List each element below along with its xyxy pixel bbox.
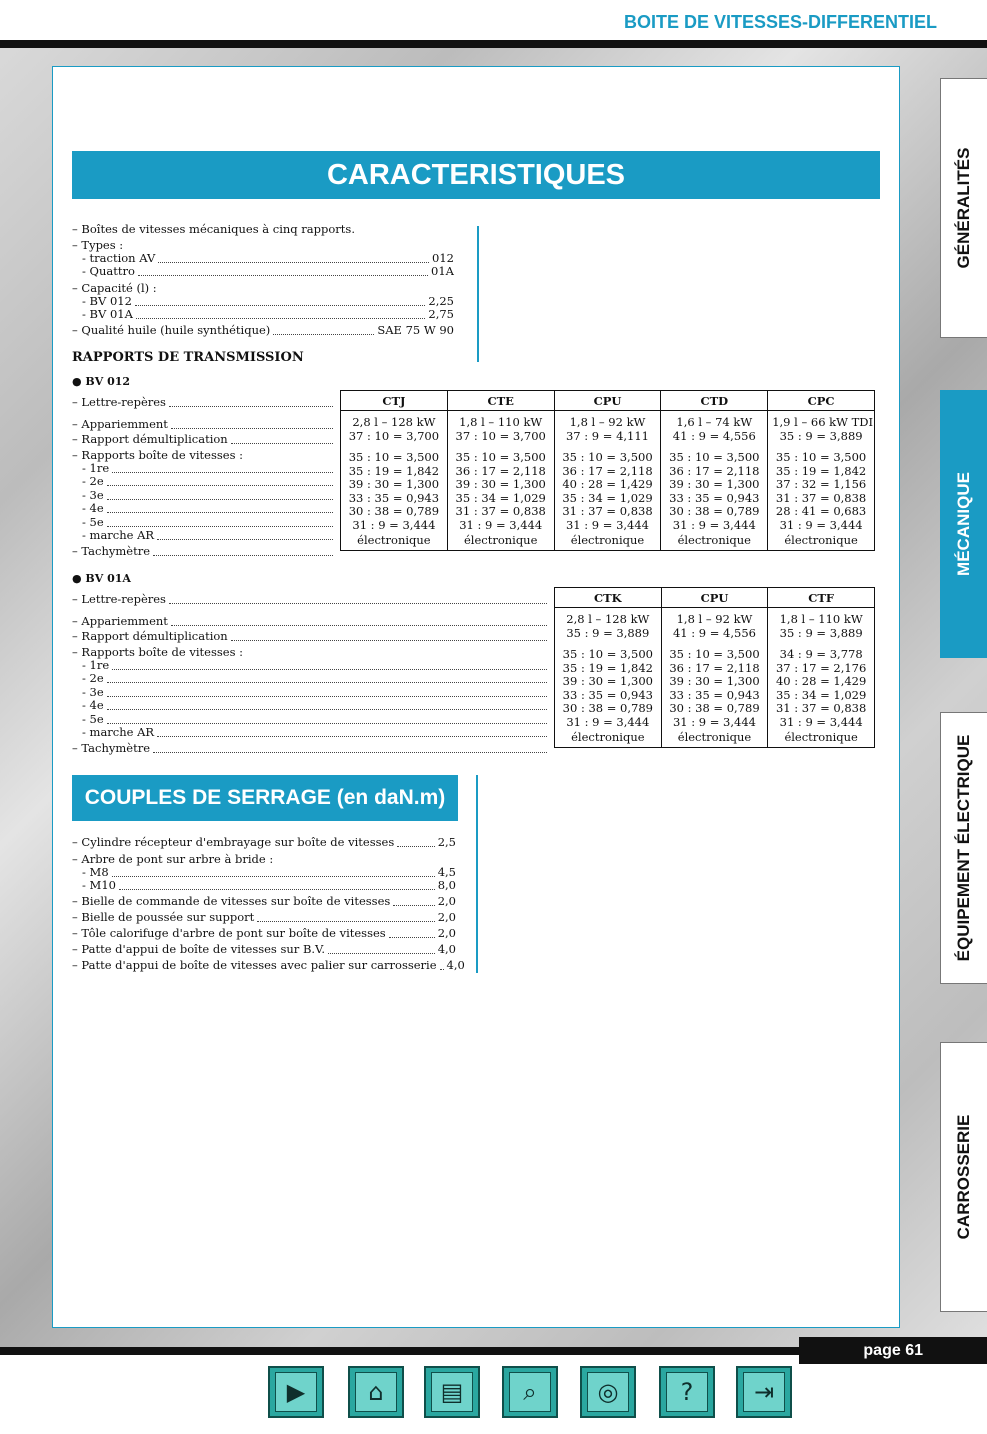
col-header: CTK	[555, 588, 662, 608]
torque-row: – Arbre de pont sur arbre à bride :	[72, 852, 274, 866]
cell: 39 : 30 = 1,300	[447, 478, 554, 492]
torque-row: – Cylindre récepteur d'embrayage sur boîte de vitesses 2,5	[72, 835, 456, 849]
cell: 39 : 30 = 1,300	[341, 478, 448, 492]
cell: électronique	[768, 729, 875, 747]
label-row: – Appariemment	[72, 615, 550, 629]
cell: électronique	[555, 729, 662, 747]
cell: 35 : 10 = 3,500	[768, 451, 875, 465]
cell: 31 : 9 = 3,444	[768, 519, 875, 533]
cell: 35 : 10 = 3,500	[661, 648, 768, 662]
label-row: - 4e	[82, 502, 336, 516]
cell: 35 : 19 = 1,842	[555, 662, 662, 676]
cell: 30 : 38 = 0,789	[555, 702, 662, 716]
bv012-title: ● BV 012	[72, 375, 131, 388]
label-row: – Lettre-repères	[72, 593, 550, 607]
col-header: CTD	[661, 391, 768, 411]
binoculars-icon: ◎	[587, 1372, 629, 1412]
torque-row: - M10 8,0	[82, 878, 456, 892]
couples-banner: COUPLES DE SERRAGE (en daN.m)	[72, 775, 458, 821]
spec-row: - Quattro 01A	[82, 264, 454, 278]
tab-label: ÉQUIPEMENT ÉLECTRIQUE	[954, 734, 973, 962]
cell: 31 : 9 = 3,444	[661, 716, 768, 730]
torque-row: – Patte d'appui de boîte de vitesses avec palier sur carrosserie 4,0	[72, 958, 465, 972]
cell: 31 : 9 = 3,444	[341, 519, 448, 533]
cell: 39 : 30 = 1,300	[661, 478, 768, 492]
torque-row: – Bielle de commande de vitesses sur boîte de vitesses 2,0	[72, 894, 456, 908]
tab-carrosserie[interactable]	[940, 1042, 987, 1312]
cell: 35 : 10 = 3,500	[661, 451, 768, 465]
spec-row: - BV 01A 2,75	[82, 307, 454, 321]
cell: 40 : 28 = 1,429	[768, 675, 875, 689]
intro-line: – Boîtes de vitesses mécaniques à cinq rapports.	[72, 222, 355, 236]
rapports-title: RAPPORTS DE TRANSMISSION	[72, 350, 304, 365]
section-banner: CARACTERISTIQUES	[72, 151, 880, 199]
label-row: – Rapport démultiplication	[72, 630, 550, 644]
cell: électronique	[447, 532, 554, 550]
label-row: - 2e	[82, 672, 550, 686]
page-number	[799, 1337, 987, 1364]
label-row: - marche AR	[82, 726, 550, 740]
label-row: – Rapports boîte de vitesses :	[72, 645, 244, 659]
cell: 31 : 9 = 3,444	[768, 716, 875, 730]
cell: 41 : 9 = 4,556	[661, 627, 768, 649]
cell: 28 : 41 = 0,683	[768, 505, 875, 519]
cell: 31 : 9 = 3,444	[661, 519, 768, 533]
cell: 33 : 35 = 0,943	[555, 689, 662, 703]
cell: 35 : 10 = 3,500	[447, 451, 554, 465]
exit-button[interactable]	[736, 1366, 792, 1418]
cell: 31 : 37 = 0,838	[554, 505, 661, 519]
torque-row: – Patte d'appui de boîte de vitesses sur B.V. 4,0	[72, 942, 456, 956]
label-row: – Rapport démultiplication	[72, 433, 336, 447]
intro-line: – Capacité (l) :	[72, 281, 157, 295]
cell: 1,8 l – 92 kW	[661, 608, 768, 627]
cell: 2,8 l – 128 kW	[341, 411, 448, 430]
col-header: CPC	[768, 391, 875, 411]
print-icon: ▤	[431, 1372, 473, 1412]
cell: 1,8 l – 92 kW	[554, 411, 661, 430]
cell: 35 : 10 = 3,500	[341, 451, 448, 465]
cell: 35 : 19 = 1,842	[768, 465, 875, 479]
cell: 31 : 37 = 0,838	[768, 702, 875, 716]
column-divider	[476, 775, 478, 973]
label-row: - 5e	[82, 516, 336, 530]
cell: 35 : 10 = 3,500	[554, 451, 661, 465]
cell: 1,8 l – 110 kW	[768, 608, 875, 627]
cell: 31 : 9 = 3,444	[555, 716, 662, 730]
col-header: CPU	[661, 588, 768, 608]
cell: 36 : 17 = 2,118	[661, 662, 768, 676]
label-row: – Lettre-repères	[72, 396, 336, 410]
cell: 39 : 30 = 1,300	[661, 675, 768, 689]
bv01a-table	[554, 587, 875, 748]
help-icon: ?	[666, 1372, 708, 1412]
page-label: page 61	[863, 1341, 923, 1359]
column-divider	[477, 226, 479, 362]
cell: 30 : 38 = 0,789	[661, 505, 768, 519]
help-button[interactable]	[659, 1366, 715, 1418]
label-row: - 3e	[82, 489, 336, 503]
tab-generalites[interactable]	[940, 78, 987, 338]
cell: 31 : 37 = 0,838	[768, 492, 875, 506]
tab-label: CARROSSERIE	[954, 1114, 973, 1240]
col-header: CTF	[768, 588, 875, 608]
torque-row: - M8 4,5	[82, 865, 456, 879]
exit-icon: ⇥	[743, 1372, 785, 1412]
label-row: - marche AR	[82, 529, 336, 543]
label-row: - 3e	[82, 686, 550, 700]
spec-row: – Qualité huile (huile synthétique) SAE 75 W 90	[72, 323, 454, 337]
col-header: CTE	[447, 391, 554, 411]
tab-label: GÉNÉRALITÉS	[954, 147, 973, 269]
cell: 39 : 30 = 1,300	[555, 675, 662, 689]
cell: 36 : 17 = 2,118	[661, 465, 768, 479]
cell: électronique	[341, 532, 448, 550]
cell: 31 : 9 = 3,444	[447, 519, 554, 533]
cell: 35 : 9 = 3,889	[768, 627, 875, 649]
cell: 2,8 l – 128 kW	[555, 608, 662, 627]
search-button[interactable]	[580, 1366, 636, 1418]
torque-row: – Bielle de poussée sur support 2,0	[72, 910, 456, 924]
cell: 37 : 10 = 3,700	[341, 430, 448, 452]
cell: 35 : 19 = 1,842	[341, 465, 448, 479]
cell: 1,9 l – 66 kW TDI	[768, 411, 875, 430]
cell: électronique	[661, 532, 768, 550]
cell: 36 : 17 = 2,118	[554, 465, 661, 479]
tab-mecanique[interactable]	[940, 390, 987, 658]
cell: 40 : 28 = 1,429	[554, 478, 661, 492]
label-row: - 5e	[82, 713, 550, 727]
tab-equipement-electrique[interactable]	[940, 712, 987, 984]
zoom-icon: ⌕	[509, 1372, 551, 1412]
cell: 37 : 9 = 4,111	[554, 430, 661, 452]
cell: 1,6 l – 74 kW	[661, 411, 768, 430]
torque-row: – Tôle calorifuge d'arbre de pont sur boîte de vitesses 2,0	[72, 926, 456, 940]
cell: électronique	[554, 532, 661, 550]
cell: 33 : 35 = 0,943	[661, 492, 768, 506]
cell: 30 : 38 = 0,789	[341, 505, 448, 519]
cell: électronique	[661, 729, 768, 747]
label-row: - 4e	[82, 699, 550, 713]
cell: 35 : 34 = 1,029	[447, 492, 554, 506]
cell: 33 : 35 = 0,943	[341, 492, 448, 506]
tab-label: MÉCANIQUE	[954, 472, 973, 576]
col-header: CPU	[554, 391, 661, 411]
cell: 1,8 l – 110 kW	[447, 411, 554, 430]
cell: 33 : 35 = 0,943	[661, 689, 768, 703]
top-rule	[0, 40, 987, 48]
next-icon: ▶	[275, 1372, 317, 1412]
home-button[interactable]	[348, 1366, 404, 1418]
label-row: - 1re	[82, 659, 550, 673]
next-button[interactable]	[268, 1366, 324, 1418]
cell: 35 : 34 = 1,029	[554, 492, 661, 506]
col-header: CTJ	[341, 391, 448, 411]
cell: 37 : 10 = 3,700	[447, 430, 554, 452]
bv012-table	[340, 390, 875, 551]
cell: 31 : 9 = 3,444	[554, 519, 661, 533]
label-row: – Appariemment	[72, 418, 336, 432]
bv01a-title: ● BV 01A	[72, 572, 131, 585]
cell: 35 : 10 = 3,500	[555, 648, 662, 662]
home-icon: ⌂	[355, 1372, 397, 1412]
print-button[interactable]	[424, 1366, 480, 1418]
cell: 35 : 9 = 3,889	[555, 627, 662, 649]
cell: 31 : 37 = 0,838	[447, 505, 554, 519]
cell: 37 : 32 = 1,156	[768, 478, 875, 492]
cell: 30 : 38 = 0,789	[661, 702, 768, 716]
label-row: – Rapports boîte de vitesses :	[72, 448, 244, 462]
zoom-button[interactable]	[502, 1366, 558, 1418]
label-row: - 1re	[82, 462, 336, 476]
chapter-title: BOITE DE VITESSES-DIFFERENTIEL	[623, 12, 937, 32]
cell: 35 : 34 = 1,029	[768, 689, 875, 703]
intro-line: – Types :	[72, 238, 124, 252]
label-row: - 2e	[82, 475, 336, 489]
cell: 34 : 9 = 3,778	[768, 648, 875, 662]
spec-row: - traction AV 012	[82, 251, 454, 265]
label-row: – Tachymètre	[72, 742, 550, 756]
cell: 35 : 9 = 3,889	[768, 430, 875, 452]
cell: 41 : 9 = 4,556	[661, 430, 768, 452]
spec-row: - BV 012 2,25	[82, 294, 454, 308]
label-row: – Tachymètre	[72, 545, 336, 559]
cell: 37 : 17 = 2,176	[768, 662, 875, 676]
cell: 36 : 17 = 2,118	[447, 465, 554, 479]
cell: électronique	[768, 532, 875, 550]
